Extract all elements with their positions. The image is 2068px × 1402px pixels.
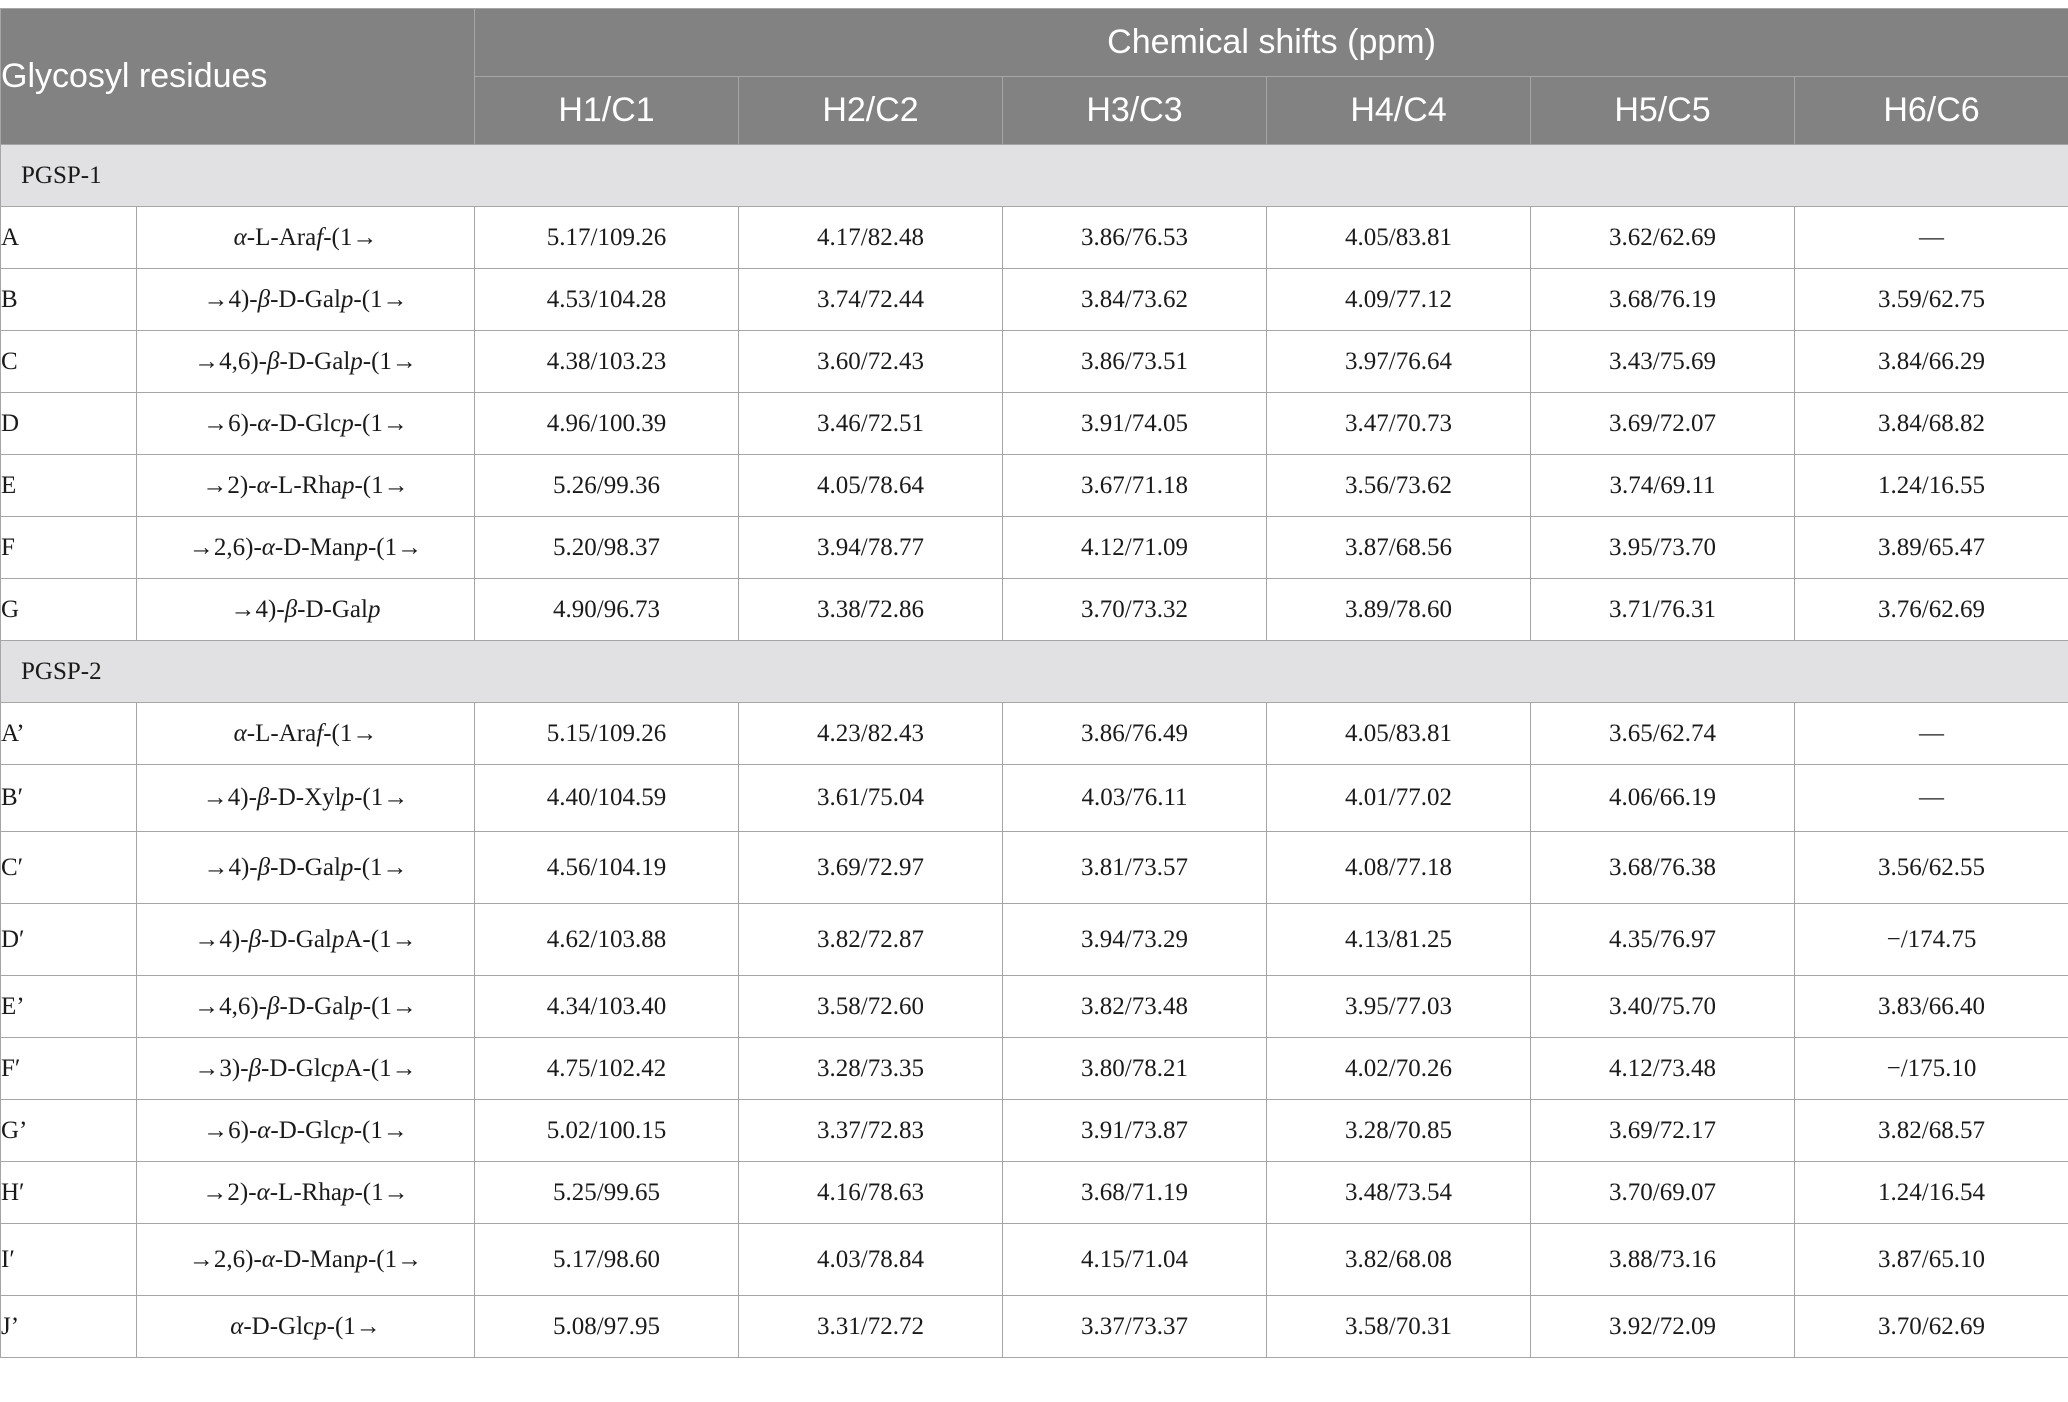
residue-label: I′ <box>1 1224 137 1296</box>
shift-value: 3.80/78.21 <box>1003 1038 1267 1100</box>
residue-label: F <box>1 517 137 579</box>
linkage-suffix: -(1→ <box>353 409 408 437</box>
shift-value: 5.17/98.60 <box>475 1224 739 1296</box>
shift-value: 3.28/70.85 <box>1267 1100 1531 1162</box>
shift-value: 3.94/73.29 <box>1003 904 1267 976</box>
linkage-cell <box>137 1162 475 1224</box>
shift-value: 3.82/68.57 <box>1795 1100 2068 1162</box>
shift-value: 4.15/71.04 <box>1003 1224 1267 1296</box>
linkage-prefix: →6)-α-D-Glc <box>203 1116 342 1144</box>
linkage-prefix: →2,6)-α-D-Man <box>188 533 356 561</box>
table-row <box>1 765 2068 832</box>
shift-value: 3.91/74.05 <box>1003 393 1267 455</box>
table-row <box>1 1038 2068 1100</box>
shift-value: 3.68/76.38 <box>1531 832 1795 904</box>
residue-label: A’ <box>1 703 137 765</box>
shift-value: 3.97/76.64 <box>1267 331 1531 393</box>
table-body <box>1 145 2068 1358</box>
linkage-prefix: →4)-β-D-Gal <box>194 925 332 953</box>
shift-value: 3.86/76.53 <box>1003 207 1267 269</box>
shift-value: — <box>1795 765 2068 832</box>
shift-value: 3.47/70.73 <box>1267 393 1531 455</box>
shift-value: 4.16/78.63 <box>739 1162 1003 1224</box>
linkage-suffix: A-(1→ <box>344 1054 417 1082</box>
linkage-suffix: -(1→ <box>354 471 409 499</box>
shift-value: 3.87/65.10 <box>1795 1224 2068 1296</box>
shift-value: 3.82/73.48 <box>1003 976 1267 1038</box>
shift-value: 3.56/62.55 <box>1795 832 2068 904</box>
table-row <box>1 517 2068 579</box>
shift-value: 3.74/72.44 <box>739 269 1003 331</box>
shift-value: 5.25/99.65 <box>475 1162 739 1224</box>
shift-value: 4.23/82.43 <box>739 703 1003 765</box>
shift-value: 4.56/104.19 <box>475 832 739 904</box>
shift-value: −/175.10 <box>1795 1038 2068 1100</box>
table-row <box>1 455 2068 517</box>
shift-value: 4.03/76.11 <box>1003 765 1267 832</box>
shift-value: 3.67/71.18 <box>1003 455 1267 517</box>
linkage-prefix: α-L-Ara <box>233 719 317 747</box>
linkage-suffix: -(1→ <box>323 223 378 251</box>
shift-value: 3.58/70.31 <box>1267 1296 1531 1358</box>
shift-value: 1.24/16.54 <box>1795 1162 2068 1224</box>
shift-value: 4.90/96.73 <box>475 579 739 641</box>
shift-value: 3.81/73.57 <box>1003 832 1267 904</box>
group-row <box>1 145 2068 207</box>
shift-value: −/174.75 <box>1795 904 2068 976</box>
linkage-cell <box>137 455 475 517</box>
shift-value: 3.89/65.47 <box>1795 517 2068 579</box>
shift-value: 3.83/66.40 <box>1795 976 2068 1038</box>
shift-value: 3.46/72.51 <box>739 393 1003 455</box>
shift-value: 3.82/72.87 <box>739 904 1003 976</box>
shift-value: 3.71/76.31 <box>1531 579 1795 641</box>
shift-value: 4.06/66.19 <box>1531 765 1795 832</box>
linkage-suffix: -(1→ <box>354 1178 409 1206</box>
shift-value: — <box>1795 207 2068 269</box>
shift-value: 3.31/72.72 <box>739 1296 1003 1358</box>
shift-value: 4.40/104.59 <box>475 765 739 832</box>
col-header-h3c3: H3/C3 <box>1003 77 1267 145</box>
shift-value: 4.03/78.84 <box>739 1224 1003 1296</box>
residue-label: H′ <box>1 1162 137 1224</box>
group-label: PGSP-2 <box>1 641 2068 703</box>
shift-value: 3.84/73.62 <box>1003 269 1267 331</box>
linkage-suffix: -(1→ <box>353 285 408 313</box>
ring-form: p <box>314 1312 327 1340</box>
ring-form: f <box>316 719 324 747</box>
shift-value: 3.69/72.97 <box>739 832 1003 904</box>
linkage-cell <box>137 331 475 393</box>
shift-value: 4.38/103.23 <box>475 331 739 393</box>
ring-form: p <box>341 784 355 811</box>
shift-value: 3.91/73.87 <box>1003 1100 1267 1162</box>
shift-value: 3.68/76.19 <box>1531 269 1795 331</box>
shift-value: 4.01/77.02 <box>1267 765 1531 832</box>
linkage-cell <box>137 832 475 904</box>
shift-value: 4.34/103.40 <box>475 976 739 1038</box>
shift-value: 4.02/70.26 <box>1267 1038 1531 1100</box>
linkage-suffix: A-(1→ <box>344 925 417 953</box>
shift-value: 3.70/69.07 <box>1531 1162 1795 1224</box>
ring-form: f <box>316 223 324 251</box>
glycosyl-residues-header: Glycosyl residues <box>1 9 475 145</box>
shift-value: 3.58/72.60 <box>739 976 1003 1038</box>
shift-value: 3.94/78.77 <box>739 517 1003 579</box>
table-row <box>1 1100 2068 1162</box>
shift-value: 5.02/100.15 <box>475 1100 739 1162</box>
linkage-suffix: -(1→ <box>362 347 417 375</box>
shift-value: 3.62/62.69 <box>1531 207 1795 269</box>
shift-value: 3.69/72.17 <box>1531 1100 1795 1162</box>
shift-value: 5.08/97.95 <box>475 1296 739 1358</box>
shift-value: 5.26/99.36 <box>475 455 739 517</box>
table-row <box>1 1296 2068 1358</box>
linkage-prefix: α-D-Glc <box>230 1312 315 1340</box>
shift-value: 3.37/73.37 <box>1003 1296 1267 1358</box>
linkage-cell <box>137 1100 475 1162</box>
residue-label: B <box>1 269 137 331</box>
col-header-h6c6: H6/C6 <box>1795 77 2068 145</box>
linkage-suffix: -(1→ <box>353 1116 408 1144</box>
chemical-shift-table <box>0 8 2068 1358</box>
shift-value: 4.53/104.28 <box>475 269 739 331</box>
ring-form: p <box>331 1054 345 1082</box>
shift-value: 3.74/69.11 <box>1531 455 1795 517</box>
shift-value: 3.56/73.62 <box>1267 455 1531 517</box>
col-header-h1c1: H1/C1 <box>475 77 739 145</box>
ring-form: p <box>331 925 345 953</box>
residue-label: C′ <box>1 832 137 904</box>
shift-value: 4.17/82.48 <box>739 207 1003 269</box>
shift-value: 3.87/68.56 <box>1267 517 1531 579</box>
table-row <box>1 976 2068 1038</box>
linkage-prefix: →4,6)-β-D-Gal <box>194 347 351 375</box>
linkage-suffix: -(1→ <box>362 992 417 1020</box>
ring-form: p <box>341 409 354 437</box>
ring-form: p <box>341 471 355 499</box>
linkage-cell <box>137 765 475 832</box>
shift-value: 3.76/62.69 <box>1795 579 2068 641</box>
residue-label: D′ <box>1 904 137 976</box>
linkage-prefix: →2)-α-L-Rha <box>202 471 342 499</box>
ring-form: p <box>355 533 368 561</box>
shift-value: 3.95/73.70 <box>1531 517 1795 579</box>
linkage-cell <box>137 579 475 641</box>
shift-value: 4.05/83.81 <box>1267 703 1531 765</box>
residue-label: C <box>1 331 137 393</box>
shift-value: 3.37/72.83 <box>739 1100 1003 1162</box>
shift-value: 4.96/100.39 <box>475 393 739 455</box>
linkage-cell <box>137 517 475 579</box>
shift-value: 4.05/83.81 <box>1267 207 1531 269</box>
ring-form: p <box>350 992 363 1020</box>
col-header-h5c5: H5/C5 <box>1531 77 1795 145</box>
shift-value: 4.75/102.42 <box>475 1038 739 1100</box>
ring-form: p <box>350 347 363 375</box>
group-row <box>1 641 2068 703</box>
shift-value: 1.24/16.55 <box>1795 455 2068 517</box>
linkage-suffix: -(1→ <box>354 784 409 811</box>
shift-value: 3.48/73.54 <box>1267 1162 1531 1224</box>
ring-form: p <box>367 595 381 623</box>
linkage-prefix: α-L-Ara <box>233 223 317 251</box>
residue-label: F′ <box>1 1038 137 1100</box>
linkage-prefix: →3)-β-D-Glc <box>194 1054 332 1082</box>
shift-value: 4.12/73.48 <box>1531 1038 1795 1100</box>
linkage-cell <box>137 904 475 976</box>
residue-label: B′ <box>1 765 137 832</box>
linkage-prefix: →2,6)-α-D-Man <box>188 1245 356 1273</box>
ring-form: p <box>355 1245 368 1273</box>
shift-value: 3.92/72.09 <box>1531 1296 1795 1358</box>
shift-value: 3.82/68.08 <box>1267 1224 1531 1296</box>
linkage-suffix: -(1→ <box>323 719 378 747</box>
table-row <box>1 331 2068 393</box>
shift-value: 5.20/98.37 <box>475 517 739 579</box>
residue-label: A <box>1 207 137 269</box>
col-header-h4c4: H4/C4 <box>1267 77 1531 145</box>
residue-label: E’ <box>1 976 137 1038</box>
shift-value: 3.70/62.69 <box>1795 1296 2068 1358</box>
residue-label: E <box>1 455 137 517</box>
table-row <box>1 1224 2068 1296</box>
ring-form: p <box>341 1178 355 1206</box>
linkage-suffix: -(1→ <box>367 533 423 561</box>
table-row <box>1 269 2068 331</box>
shift-value: 4.12/71.09 <box>1003 517 1267 579</box>
ring-form: p <box>340 285 354 313</box>
shift-value: 3.43/75.69 <box>1531 331 1795 393</box>
shift-value: 5.17/109.26 <box>475 207 739 269</box>
shift-value: 4.13/81.25 <box>1267 904 1531 976</box>
residue-label: D <box>1 393 137 455</box>
shift-value: 3.86/73.51 <box>1003 331 1267 393</box>
linkage-cell <box>137 1296 475 1358</box>
shift-value: 3.89/78.60 <box>1267 579 1531 641</box>
shift-value: 3.65/62.74 <box>1531 703 1795 765</box>
shift-value: 3.60/72.43 <box>739 331 1003 393</box>
linkage-prefix: →4)-β-D-Gal <box>203 285 341 313</box>
shift-value: 5.15/109.26 <box>475 703 739 765</box>
shift-value: 3.40/75.70 <box>1531 976 1795 1038</box>
ring-form: p <box>341 1116 354 1144</box>
table-row <box>1 1162 2068 1224</box>
linkage-prefix: →6)-α-D-Glc <box>203 409 342 437</box>
shift-value: 3.69/72.07 <box>1531 393 1795 455</box>
linkage-prefix: →4)-β-D-Gal <box>203 853 341 881</box>
table-row <box>1 393 2068 455</box>
residue-label: G’ <box>1 1100 137 1162</box>
shift-value: — <box>1795 703 2068 765</box>
ring-form: p <box>340 853 354 881</box>
linkage-cell <box>137 1224 475 1296</box>
shift-value: 3.88/73.16 <box>1531 1224 1795 1296</box>
residue-label: J’ <box>1 1296 137 1358</box>
linkage-prefix: →2)-α-L-Rha <box>202 1178 342 1206</box>
shift-value: 3.61/75.04 <box>739 765 1003 832</box>
shift-value: 4.35/76.97 <box>1531 904 1795 976</box>
linkage-cell <box>137 1038 475 1100</box>
shift-value: 3.70/73.32 <box>1003 579 1267 641</box>
table-row <box>1 207 2068 269</box>
col-header-h2c2: H2/C2 <box>739 77 1003 145</box>
shift-value: 3.84/66.29 <box>1795 331 2068 393</box>
shift-value: 3.68/71.19 <box>1003 1162 1267 1224</box>
shift-value: 4.05/78.64 <box>739 455 1003 517</box>
table-row <box>1 904 2068 976</box>
shift-value: 4.09/77.12 <box>1267 269 1531 331</box>
chemical-shifts-header: Chemical shifts (ppm) <box>475 9 2068 77</box>
linkage-cell <box>137 393 475 455</box>
residue-label: G <box>1 579 137 641</box>
linkage-suffix: -(1→ <box>367 1245 423 1273</box>
linkage-prefix: →4)-β-D-Xyl <box>202 784 342 811</box>
linkage-suffix: -(1→ <box>353 853 408 881</box>
linkage-cell <box>137 976 475 1038</box>
shift-value: 3.84/68.82 <box>1795 393 2068 455</box>
linkage-prefix: →4)-β-D-Gal <box>230 595 368 623</box>
shift-value: 3.86/76.49 <box>1003 703 1267 765</box>
shift-value: 3.95/77.03 <box>1267 976 1531 1038</box>
table-row <box>1 832 2068 904</box>
shift-value: 3.59/62.75 <box>1795 269 2068 331</box>
table-row <box>1 579 2068 641</box>
group-label: PGSP-1 <box>1 145 2068 207</box>
shift-value: 3.28/73.35 <box>739 1038 1003 1100</box>
linkage-suffix: -(1→ <box>326 1312 381 1340</box>
shift-value: 3.38/72.86 <box>739 579 1003 641</box>
shift-value: 4.62/103.88 <box>475 904 739 976</box>
linkage-prefix: →4,6)-β-D-Gal <box>194 992 351 1020</box>
table-row <box>1 703 2068 765</box>
linkage-cell <box>137 269 475 331</box>
linkage-cell <box>137 703 475 765</box>
linkage-cell <box>137 207 475 269</box>
shift-value: 4.08/77.18 <box>1267 832 1531 904</box>
